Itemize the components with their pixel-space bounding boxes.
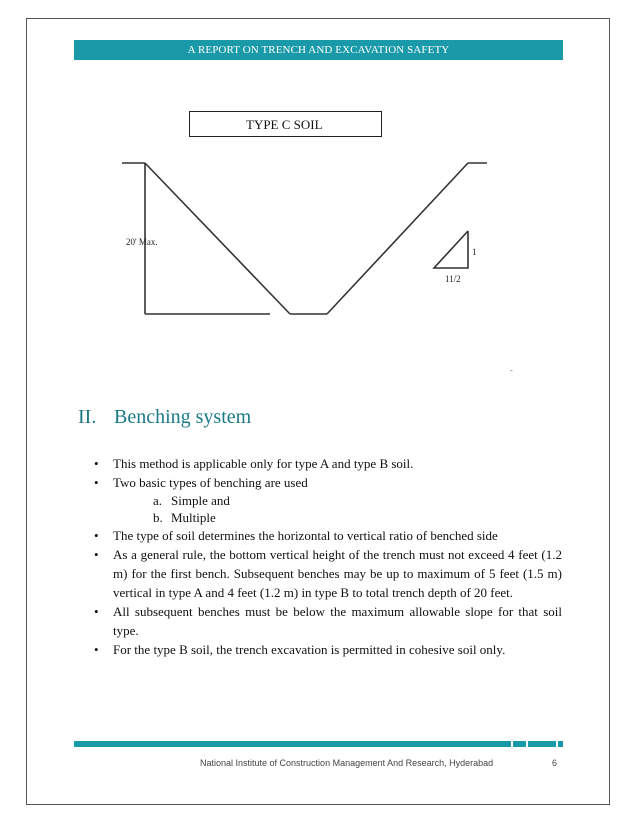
footer-rule bbox=[74, 741, 563, 747]
section-title: Benching system bbox=[114, 406, 252, 428]
footer-text: National Institute of Construction Management And Research, Hyderabad bbox=[200, 758, 494, 768]
list-item bbox=[94, 454, 562, 473]
sub-marker: a. bbox=[153, 493, 163, 508]
left-slope-line bbox=[145, 163, 290, 314]
sub-list-item-text: Simple and bbox=[171, 493, 230, 508]
ratio-horizontal-label: 11/2 bbox=[445, 274, 461, 284]
list-item-text: This method is applicable only for type A and type B soil. bbox=[113, 456, 414, 471]
list-item bbox=[94, 526, 562, 545]
bullet-list bbox=[94, 454, 562, 659]
sub-list bbox=[94, 492, 562, 526]
right-slope-line bbox=[327, 163, 468, 314]
bullet-marker: • bbox=[94, 604, 99, 619]
ratio-vertical-label: 1 bbox=[472, 247, 477, 257]
sub-marker: b. bbox=[153, 510, 163, 525]
footer-rule-gap bbox=[526, 741, 528, 747]
sub-list-item bbox=[153, 492, 562, 509]
sub-list-item-text: Multiple bbox=[171, 510, 216, 525]
slope-ratio-triangle bbox=[434, 231, 468, 268]
section-heading bbox=[78, 406, 251, 429]
list-item bbox=[94, 545, 562, 602]
bullet-marker: • bbox=[94, 528, 99, 543]
bullet-marker: • bbox=[94, 642, 99, 657]
bullet-marker: • bbox=[94, 475, 99, 490]
list-item-text: All subsequent benches must be below the maximum allowable slope for that soil type. bbox=[113, 604, 562, 638]
footer-rule-gap bbox=[556, 741, 558, 747]
list-item-text: The type of soil determines the horizontal to vertical ratio of benched side bbox=[113, 528, 498, 543]
list-item bbox=[94, 602, 562, 640]
list-item-text: For the type B soil, the trench excavation is permitted in cohesive soil only. bbox=[113, 642, 506, 657]
bullet-marker: • bbox=[94, 547, 99, 562]
trench-diagram bbox=[0, 0, 638, 400]
figure-title: TYPE C SOIL bbox=[246, 117, 323, 132]
section-number: II. bbox=[78, 406, 97, 428]
page-number: 6 bbox=[552, 758, 558, 768]
list-item-text: As a general rule, the bottom vertical height of the trench must not exceed 4 feet (1.2 m) for the first bench. Subsequent benches may be up to maximum of 5 feet (1.5 m) vertical in type A and 4 feet (1.2 m) in type B to total trench depth of 20 feet. bbox=[113, 547, 562, 600]
bullet-marker: • bbox=[94, 456, 99, 471]
list-item-text: Two basic types of benching are used bbox=[113, 475, 308, 490]
footer-rule-gap bbox=[511, 741, 513, 747]
list-item bbox=[94, 640, 562, 659]
height-label: 20' Max. bbox=[126, 237, 158, 247]
list-item bbox=[94, 473, 562, 492]
header-title: A REPORT ON TRENCH AND EXCAVATION SAFETY bbox=[187, 44, 450, 56]
stray-mark: - bbox=[510, 366, 513, 375]
sub-list-item bbox=[153, 509, 562, 526]
